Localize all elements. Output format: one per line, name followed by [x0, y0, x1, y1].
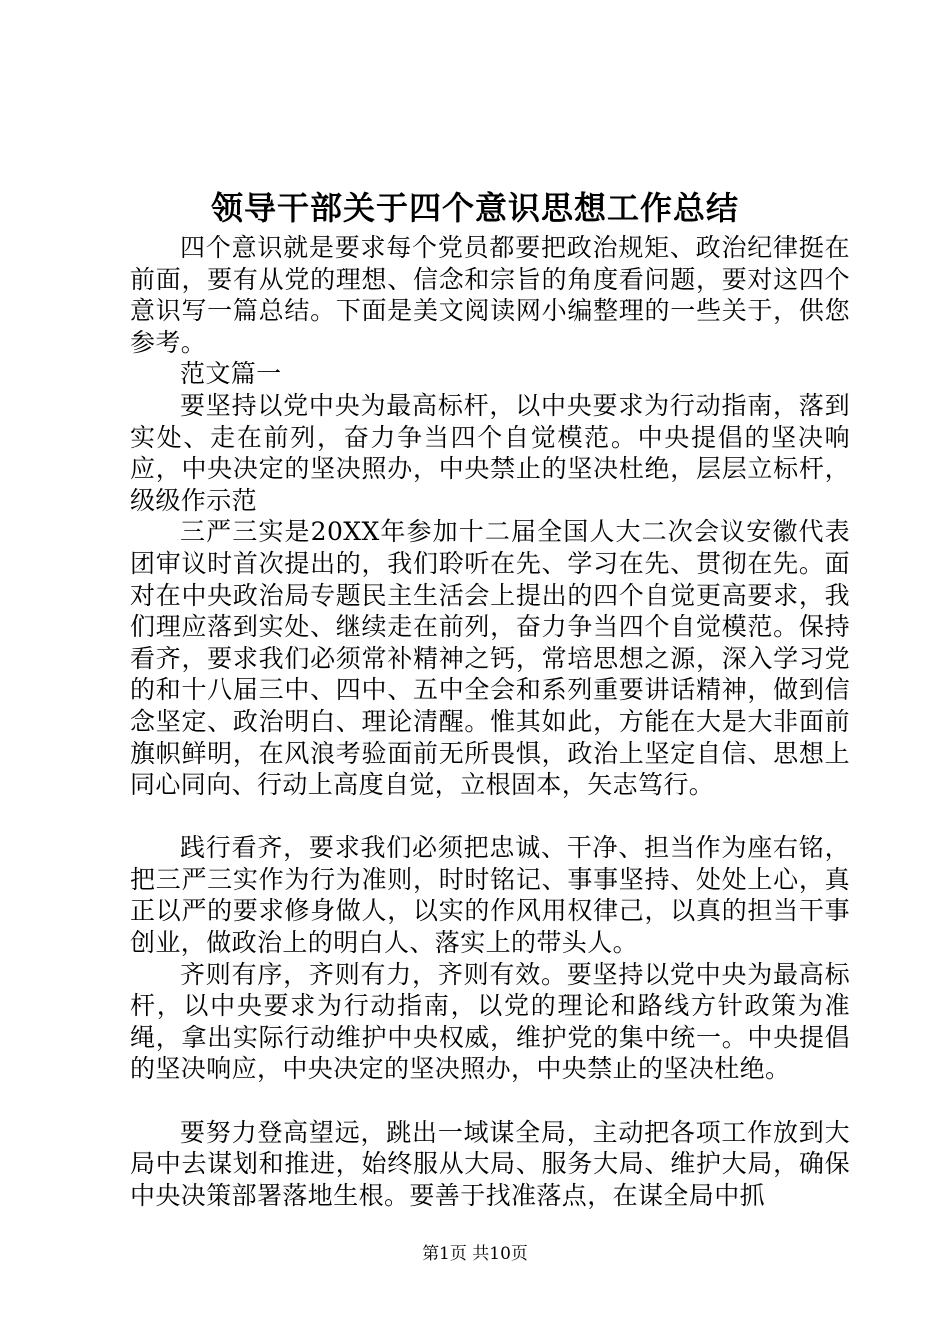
- paragraph-section-heading: 范文篇一: [180, 359, 282, 389]
- paragraph-2: 三严三实是20XX年参加十二届全国人大二次会议安徽代表团审议时首次提出的，我们聆听在先、学习在先、贯彻在先。面对在中央政治局专题民主生活会上提出的四个自觉更高要求，我们理应落到实处、继续走在前列，奋力争当四个自觉模范。保持看齐，要求我们必须常补精神之钙，常培思想之源，深入学习党的和十八届三中、四中、五中全会和系列重要讲话精神，做到信念坚定、政治明白、理论清醒。惟其如此，方能在大是大非面前旗帜鲜明，在风浪考验面前无所畏惧，政治上坚定自信、思想上同心同向、行动上高度自觉，立根固本，矢志笃行。: [130, 517, 850, 800]
- paragraph-1: 要坚持以党中央为最高标杆，以中央要求为行动指南，落到实处、走在前列，奋力争当四个自觉模范。中央提倡的坚决响应，中央决定的坚决照办，中央禁止的坚决杜绝，层层立标杆，级级作示范: [130, 390, 850, 515]
- document-title: 领导干部关于四个意识思想工作总结: [210, 189, 739, 227]
- document-body: [130, 232, 850, 1211]
- paragraph-intro: 四个意识就是要求每个党员都要把政治规矩、政治纪律挺在前面，要有从党的理想、信念和宗旨的角度看问题，要对这四个意识写一篇总结。下面是美文阅读网小编整理的一些关于，供您参考。: [130, 233, 850, 357]
- paragraph-4: 齐则有序，齐则有力，齐则有效。要坚持以党中央为最高标杆，以中央要求为行动指南，以党的理论和路线方针政策为准绳，拿出实际行动维护中央权威，维护党的集中统一。中央提倡的坚决响应，中央决定的坚决照办，中央禁止的坚决杜绝。: [130, 959, 850, 1084]
- paragraph-3: 践行看齐，要求我们必须把忠诚、干净、担当作为座右铭，把三严三实作为行为准则，时时铭记、事事坚持、处处上心，真正以严的要求修身做人，以实的作风用权律己，以真的担当干事创业，做政治上的明白人、落实上的带头人。: [130, 833, 850, 958]
- paragraph-5: 要努力登高望远，跳出一域谋全局，主动把各项工作放到大局中去谋划和推进，始终服从大局、服务大局、维护大局，确保中央决策部署落地生根。要善于找准落点，在谋全局中抓: [130, 1117, 850, 1210]
- page-number-footer: 第1页 共10页: [422, 1244, 528, 1264]
